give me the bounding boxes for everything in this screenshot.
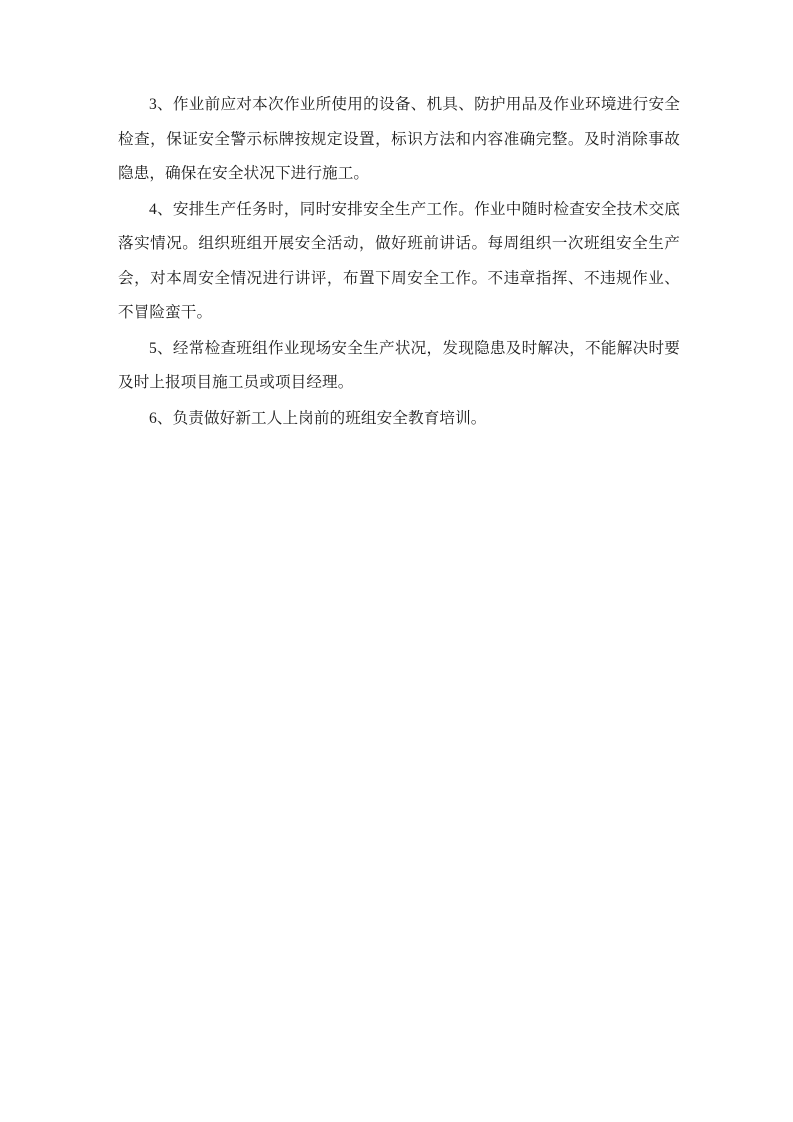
paragraph-3: 3、作业前应对本次作业所使用的设备、机具、防护用品及作业环境进行安全检查，保证安全警示标牌按规定设置，标识方法和内容准确完整。及时消除事故隐患，确保在安全状况下进行施工。 [118, 96, 680, 182]
paragraph-4: 4、安排生产任务时，同时安排安全生产工作。作业中随时检查安全技术交底落实情况。组织班组开展安全活动，做好班前讲话。每周组织一次班组安全生产会，对本周安全情况进行讲评，布置下周安全工作。不违章指挥、不违规作业、不冒险蛮干。 [118, 200, 680, 321]
paragraph-6: 6、负责做好新工人上岗前的班组安全教育培训。 [149, 409, 487, 427]
document-text-body [118, 88, 680, 436]
paragraph-5: 5、经常检查班组作业现场安全生产状况，发现隐患及时解决，不能解决时要及时上报项目施工员或项目经理。 [118, 339, 680, 391]
